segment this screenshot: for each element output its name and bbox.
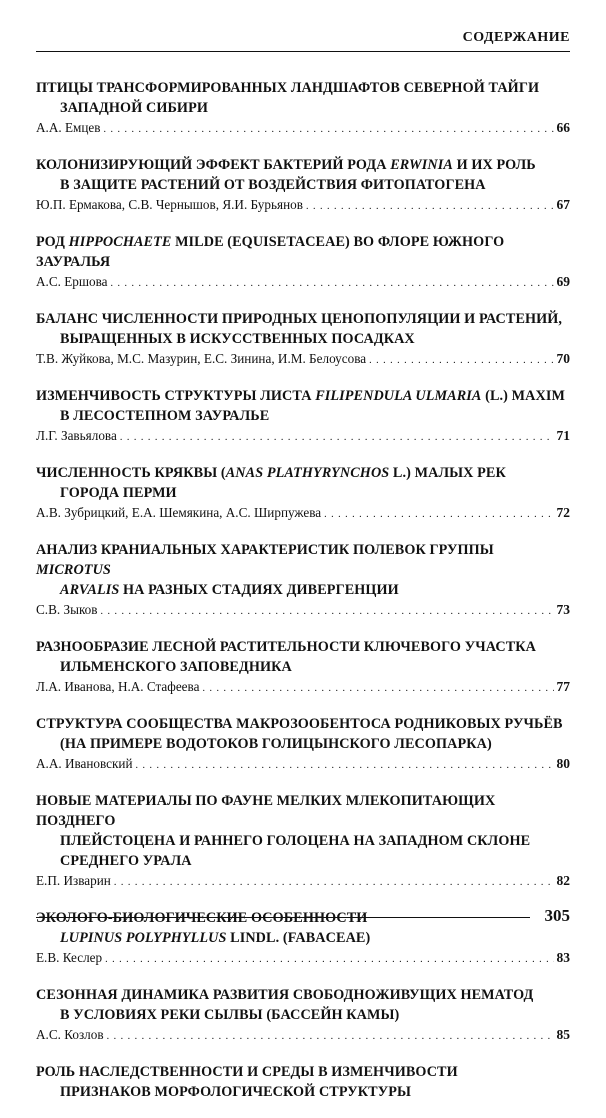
entry-author-line bbox=[36, 273, 570, 293]
entry-authors: Е.П. Изварин bbox=[36, 873, 111, 888]
dot-leader bbox=[107, 1028, 554, 1046]
toc-entry bbox=[36, 1062, 570, 1102]
entry-title: АНАЛИЗ КРАНИАЛЬНЫХ ХАРАКТЕРИСТИК ПОЛЕВОК ГРУППЫ MICROTUS ARVALIS НА РАЗНЫХ СТАДИЯХ ДИВЕРГЕНЦИИ bbox=[36, 542, 494, 598]
entry-title: ИЗМЕНЧИВОСТЬ СТРУКТУРЫ ЛИСТА FILIPENDULA ULMARIA (L.) MAXIM В ЛЕСОСТЕПНОМ ЗАУРАЛЬЕ bbox=[36, 388, 565, 424]
dot-leader bbox=[202, 680, 553, 698]
toc-entry bbox=[36, 540, 570, 621]
entry-page-number: 80 bbox=[556, 756, 570, 771]
entry-authors: Л.А. Иванова, Н.А. Стафеева bbox=[36, 679, 200, 694]
toc-entry bbox=[36, 309, 570, 370]
dot-leader bbox=[136, 757, 554, 775]
entry-page-number: 67 bbox=[556, 197, 570, 212]
entry-title: РОД HIPPOCHAETE MILDE (EQUISETACEAE) ВО ФЛОРЕ ЮЖНОГО ЗАУРАЛЬЯ bbox=[36, 234, 505, 270]
header-rule bbox=[36, 51, 570, 52]
toc-entry bbox=[36, 463, 570, 524]
entry-authors: Л.Г. Завьялова bbox=[36, 428, 117, 443]
entry-author-line bbox=[36, 1026, 570, 1046]
entry-authors: Е.В. Кеслер bbox=[36, 950, 103, 965]
entry-author-line bbox=[36, 601, 570, 621]
toc-entry bbox=[36, 791, 570, 892]
entry-title: РАЗНООБРАЗИЕ ЛЕСНОЙ РАСТИТЕЛЬНОСТИ КЛЮЧЕВОГО УЧАСТКА ИЛЬМЕНСКОГО ЗАПОВЕДНИКА bbox=[36, 639, 537, 675]
entry-authors: Ю.П. Ермакова, С.В. Чернышов, Я.И. Бурьянов bbox=[36, 197, 303, 212]
entry-title: РОЛЬ НАСЛЕДСТВЕННОСТИ И СРЕДЫ В ИЗМЕНЧИВОСТИ ПРИЗНАКОВ МОРФОЛОГИЧЕСКОЙ СТРУКТУРЫ bbox=[36, 1064, 458, 1100]
entry-title: ЧИСЛЕННОСТЬ КРЯКВЫ (ANAS PLATHYRYNCHOS L.) МАЛЫХ РЕК ГОРОДА ПЕРМИ bbox=[36, 465, 506, 501]
entry-authors: А.С. Ершова bbox=[36, 274, 108, 289]
dot-leader bbox=[306, 198, 554, 216]
toc-entry bbox=[36, 637, 570, 698]
toc-entry bbox=[36, 78, 570, 139]
entry-title: НОВЫЕ МАТЕРИАЛЫ ПО ФАУНЕ МЕЛКИХ МЛЕКОПИТАЮЩИХ ПОЗДНЕГО ПЛЕЙСТОЦЕНА И РАННЕГО ГОЛОЦЕНА НА ЗАПАДНОМ СКЛОНЕ СРЕДНЕГО УРАЛА bbox=[36, 793, 531, 869]
entry-page-number: 83 bbox=[556, 950, 570, 965]
entry-author-line bbox=[36, 949, 570, 969]
dot-leader bbox=[120, 429, 554, 447]
dot-leader bbox=[369, 352, 553, 370]
entry-title: ПТИЦЫ ТРАНСФОРМИРОВАННЫХ ЛАНДШАФТОВ СЕВЕРНОЙ ТАЙГИ ЗАПАДНОЙ СИБИРИ bbox=[36, 80, 540, 116]
footer-rule bbox=[36, 917, 530, 918]
entry-title: КОЛОНИЗИРУЮЩИЙ ЭФФЕКТ БАКТЕРИЙ РОДА ERWINIA И ИХ РОЛЬ В ЗАЩИТЕ РАСТЕНИЙ ОТ ВОЗДЕЙСТВИЯ ФИТОПАТОГЕНА bbox=[36, 157, 536, 193]
entry-page-number: 82 bbox=[556, 873, 570, 888]
dot-leader bbox=[324, 506, 553, 524]
dot-leader bbox=[105, 951, 553, 969]
entry-page-number: 72 bbox=[556, 505, 570, 520]
entry-title: ЭКОЛОГО-БИОЛОГИЧЕСКИЕ ОСОБЕННОСТИ LUPINUS POLYPHYLLUS LINDL. (FABACEAE) bbox=[36, 910, 371, 946]
entry-page-number: 71 bbox=[556, 428, 570, 443]
entry-title: СЕЗОННАЯ ДИНАМИКА РАЗВИТИЯ СВОБОДНОЖИВУЩИХ НЕМАТОД В УСЛОВИЯХ РЕКИ СЫЛВЫ (БАССЕЙН КАМЫ) bbox=[36, 987, 534, 1023]
entry-title: БАЛАНС ЧИСЛЕННОСТИ ПРИРОДНЫХ ЦЕНОПОПУЛЯЦИИ И РАСТЕНИЙ, ВЫРАЩЕННЫХ В ИСКУССТВЕННЫХ ПОСАДКАХ bbox=[36, 311, 563, 347]
table-of-contents bbox=[36, 78, 570, 1118]
dot-leader bbox=[101, 603, 554, 621]
entry-authors: А.А. Емцев bbox=[36, 120, 101, 135]
entry-authors: А.А. Ивановский bbox=[36, 756, 133, 771]
dot-leader bbox=[111, 275, 554, 293]
running-header: СОДЕРЖАНИЕ bbox=[462, 30, 570, 45]
entry-page-number: 73 bbox=[556, 602, 570, 617]
entry-authors: Т.В. Жуйкова, М.С. Мазурин, Е.С. Зинина, И.М. Белоусова bbox=[36, 351, 367, 366]
entry-authors: С.В. Зыков bbox=[36, 602, 98, 617]
toc-entry bbox=[36, 985, 570, 1046]
entry-page-number: 66 bbox=[556, 120, 570, 135]
entry-author-line bbox=[36, 350, 570, 370]
dot-leader bbox=[103, 121, 553, 139]
entry-authors: А.С. Козлов bbox=[36, 1027, 104, 1042]
entry-author-line bbox=[36, 872, 570, 892]
entry-page-number: 77 bbox=[556, 679, 570, 694]
entry-author-line bbox=[36, 427, 570, 447]
toc-entry bbox=[36, 155, 570, 216]
entry-author-line bbox=[36, 755, 570, 775]
entry-page-number: 85 bbox=[556, 1027, 570, 1042]
toc-entry bbox=[36, 386, 570, 447]
dot-leader bbox=[114, 874, 554, 892]
entry-page-number: 69 bbox=[556, 274, 570, 289]
toc-entry bbox=[36, 232, 570, 293]
toc-entry bbox=[36, 714, 570, 775]
entry-author-line bbox=[36, 678, 570, 698]
entry-page-number: 70 bbox=[556, 351, 570, 366]
page-number: 305 bbox=[544, 906, 570, 925]
entry-author-line bbox=[36, 504, 570, 524]
entry-authors: А.В. Зубрицкий, Е.А. Шемякина, А.С. Ширпужева bbox=[36, 505, 322, 520]
entry-author-line bbox=[36, 119, 570, 139]
entry-title: СТРУКТУРА СООБЩЕСТВА МАКРОЗООБЕНТОСА РОДНИКОВЫХ РУЧЬЁВ (НА ПРИМЕРЕ ВОДОТОКОВ ГОЛИЦЫНСКОГО ЛЕСОПАРКА) bbox=[36, 716, 563, 752]
entry-author-line bbox=[36, 196, 570, 216]
